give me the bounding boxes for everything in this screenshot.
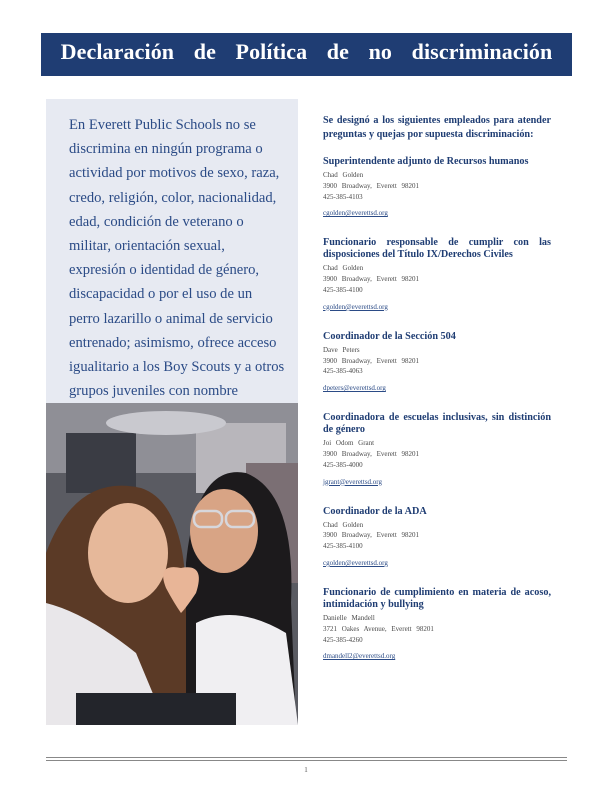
contact-name: Chad Golden	[323, 520, 364, 529]
contact-address: 3900 Broadway, Everett 98201	[323, 275, 420, 284]
page-number: 1	[304, 766, 308, 774]
page-title: Declaración de Política de no discriminación	[60, 39, 553, 64]
contact-card	[323, 156, 551, 220]
contact-email-link[interactable]: cgolden@everettsd.org	[323, 558, 388, 567]
title-banner	[41, 33, 572, 76]
contact-address: 3721 Oakes Avenue, Everett 98201	[323, 624, 434, 633]
contact-phone: 425-385-4100	[323, 542, 363, 551]
contact-address: 3900 Broadway, Everett 98201	[323, 181, 420, 190]
contact-address: 3900 Broadway, Everett 98201	[323, 531, 420, 540]
contact-email-link[interactable]: jgrant@everettsd.org	[323, 477, 382, 486]
contact-name: Dave Peters	[323, 345, 360, 354]
contact-title: Coordinadora de escuelas inclusivas, sin distinción de género	[323, 412, 551, 436]
contacts-column	[323, 114, 551, 680]
contact-title: Superintendente adjunto de Recursos humanos	[323, 156, 529, 167]
contact-phone: 425-385-4000	[323, 460, 363, 469]
contact-card	[323, 587, 551, 663]
contact-title: Funcionario de cumplimiento en materia de acoso, intimidación y bullying	[323, 586, 551, 610]
contact-phone: 425-385-4103	[323, 192, 363, 201]
contact-email-link[interactable]: dmandell2@everettsd.org	[323, 652, 396, 661]
contact-title: Coordinador de la Sección 504	[323, 330, 456, 342]
contact-email-link[interactable]: dpeters@everettsd.org	[323, 384, 386, 393]
contact-phone: 425-385-4260	[323, 635, 363, 644]
policy-statement: En Everett Public Schools no se discrimina en ningún programa o actividad por motivos de sexo, raza, credo, religión, color, nacionalidad, edad, condición de veterano o militar, orientación sexual, expresión o identidad de género, discapacidad o por el uso de un perro lazarillo o animal de servicio entrenado; asimismo, ofrece acceso igualitario a los Boy Scouts y a otros grupos juveniles con nombre	[69, 117, 285, 400]
contact-address: 3900 Broadway, Everett 98201	[323, 356, 420, 365]
contact-phone: 425-385-4063	[323, 367, 363, 376]
contact-name: Danielle Mandell	[323, 613, 375, 622]
contact-title: Coordinador de la ADA	[323, 505, 427, 517]
contact-card	[323, 331, 551, 395]
contact-card	[323, 412, 551, 488]
contact-phone: 425-385-4100	[323, 285, 363, 294]
contact-email-link[interactable]: cgolden@everettsd.org	[323, 209, 388, 218]
footer-divider	[46, 760, 567, 761]
contact-email-link[interactable]: cgolden@everettsd.org	[323, 302, 388, 311]
contact-address: 3900 Broadway, Everett 98201	[323, 449, 420, 458]
contact-name: Chad Golden	[323, 264, 364, 273]
contact-card	[323, 506, 551, 570]
contact-name: Joi Odom Grant	[323, 439, 375, 448]
contact-title: Funcionario responsable de cumplir con las disposiciones del Título IX/Derechos Civiles	[323, 237, 551, 261]
students-photo	[46, 403, 298, 725]
contact-name: Chad Golden	[323, 171, 364, 179]
footer-divider	[46, 757, 567, 758]
contact-card	[323, 237, 551, 313]
contacts-intro: Se designó a los siguientes empleados para atender preguntas y quejas por supuesta discriminación:	[323, 115, 551, 140]
